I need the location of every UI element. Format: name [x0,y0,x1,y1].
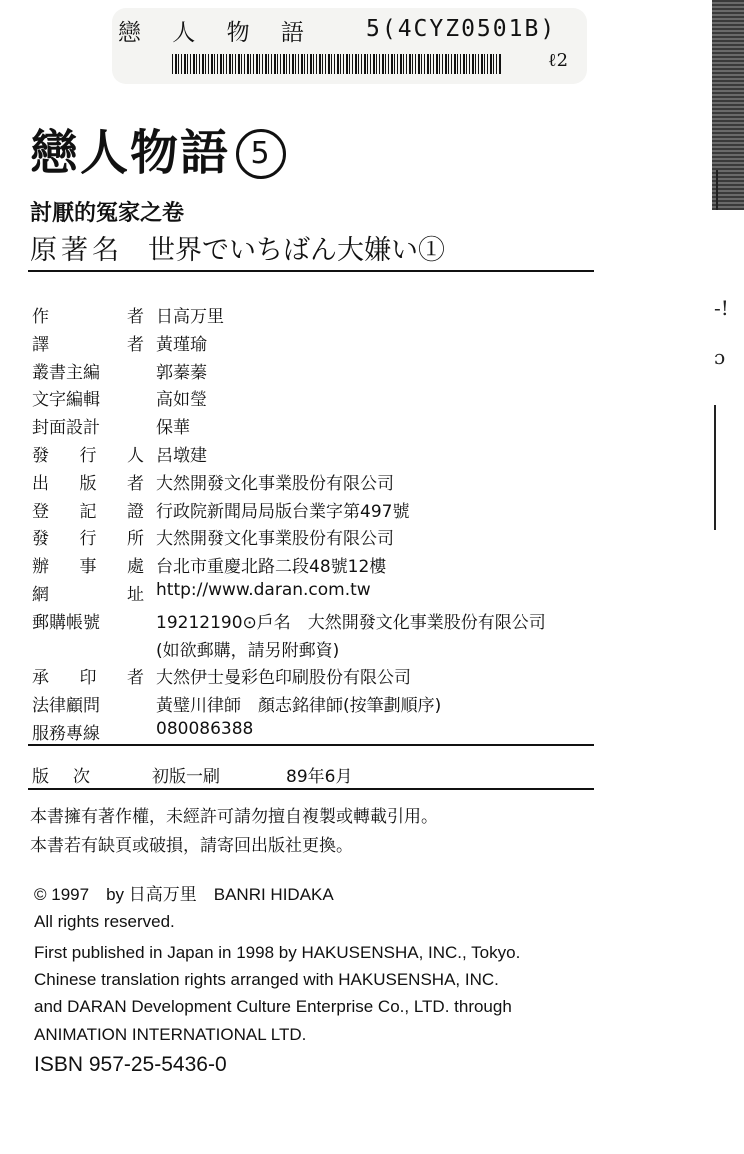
credit-value: 黃瑾瑜 [156,334,207,355]
credit-value: (如欲郵購，請另附郵資) [156,640,340,661]
edge-rule-bottom [714,405,716,530]
credit-value: 080086388 [156,718,254,739]
credit-label-part: 網 [32,584,49,605]
original-title-label: 原著名 [30,235,123,266]
credit-value: 行政院新聞局局版台業字第497號 [156,501,410,522]
handwritten-mark: ℓ2 [548,50,569,71]
book-title [30,114,286,183]
edition-date: 89年6月 [286,767,353,787]
original-title-row [30,228,445,267]
credit-label-part: 承 [32,668,49,689]
credit-label-part: 服務專線 [32,723,100,744]
credit-label-part: 郵購帳號 [32,612,100,633]
credit-label-part: 證 [127,501,144,522]
credit-label [32,441,144,466]
edge-mark: ɔ [714,345,726,369]
book-title-text: 戀人物語 [30,125,231,181]
edition-value: 初版一刷 [152,767,220,787]
credit-label-part: 處 [127,557,144,578]
credit-label [32,608,144,633]
library-call-number: 5(4CYZ0501B) [366,16,557,42]
credit-label-part: 法律顧問 [32,696,100,717]
credit-label-part: 事 [79,557,97,578]
credit-value: 郭蓁蓁 [156,362,207,383]
credit-label [32,413,144,438]
credit-label [32,552,144,577]
credit-value: 日高万里 [156,307,224,327]
credit-value: 台北市重慶北路二段48號12樓 [156,557,387,578]
credit-label [32,580,144,605]
credit-label-part: 所 [127,529,144,550]
credit-value: 19212190⊙戶名 大然開發文化事業股份有限公司 [156,612,546,633]
credit-value: http://www.daran.com.tw [156,579,371,600]
credit-label-part: 辦 [32,557,49,578]
credit-label-part: 記 [79,501,97,522]
edition-row [32,762,352,787]
credit-label-part: 版 [79,473,97,494]
credit-label-part: 行 [79,445,97,466]
agency-line: ANIMATION INTERNATIONAL LTD. [34,1025,307,1044]
original-title: 世界でいちばん大嫌い① [148,235,445,266]
credit-value: 高如瑩 [156,390,207,411]
credit-value: 保華 [156,418,190,439]
copyright-notice: 本書擁有著作權，未經許可請勿擅自複製或轉載引用。 [30,807,438,827]
credit-value: 呂墩建 [156,445,207,466]
credit-label [32,469,144,494]
credit-label [32,497,144,522]
rights-reserved: All rights reserved. [34,912,175,931]
credit-label-part: 譯 [32,334,49,355]
book-subtitle: 討厭的冤家之卷 [30,201,185,226]
library-label-title: 戀 人 物 語 [118,20,316,46]
credit-label-part: 作 [32,307,49,327]
barcode [172,54,502,74]
volume-number: 5 [236,129,286,179]
edge-mark: -! [714,296,729,320]
credit-label [32,719,144,744]
credit-label [32,663,144,688]
edition-label: 版次 [32,767,114,787]
credit-label-part: 印 [79,668,97,689]
credit-label [32,302,144,327]
credit-label-part: 出 [32,473,49,494]
credit-label [32,330,144,355]
credit-label [32,358,144,383]
copyright-line: © 1997 by 日高万里 BANRI HIDAKA [34,885,334,904]
credit-label-part: 封面設計 [32,418,100,439]
credit-label [32,524,144,549]
credit-label-part: 文字編輯 [32,390,100,411]
credit-value: 大然伊士曼彩色印刷股份有限公司 [156,668,411,689]
first-published: First published in Japan in 1998 by HAKUSENSHA, INC., Tokyo. [34,943,521,962]
divider [28,744,594,746]
isbn: ISBN 957-25-5436-0 [34,1053,227,1076]
defect-notice: 本書若有缺頁或破損，請寄回出版社更換。 [30,836,353,856]
credit-label-part: 發 [32,529,49,550]
credit-label-part: 登 [32,501,49,522]
credit-value: 大然開發文化事業股份有限公司 [156,529,394,550]
credit-label-part: 者 [127,473,144,494]
credit-label-part: 者 [127,334,144,355]
credit-label-part: 者 [127,307,144,327]
credit-label [32,385,144,410]
credit-label-part: 者 [127,668,144,689]
divider [28,270,594,272]
translation-rights: Chinese translation rights arranged with HAKUSENSHA, INC. [34,970,499,989]
divider [28,788,594,790]
edge-rule-top [716,170,718,210]
through-line: and DARAN Development Culture Enterprise Co., LTD. through [34,997,512,1016]
credit-value: 黃璧川律師 顏志銘律師(按筆劃順序) [156,696,442,717]
credit-value: 大然開發文化事業股份有限公司 [156,473,394,494]
credit-label-part: 發 [32,445,49,466]
credit-label [32,691,144,716]
credit-label-part: 叢書主編 [32,362,100,383]
credit-label-part: 行 [79,529,97,550]
credit-label-part: 址 [127,584,144,605]
credit-label-part: 人 [127,445,144,466]
